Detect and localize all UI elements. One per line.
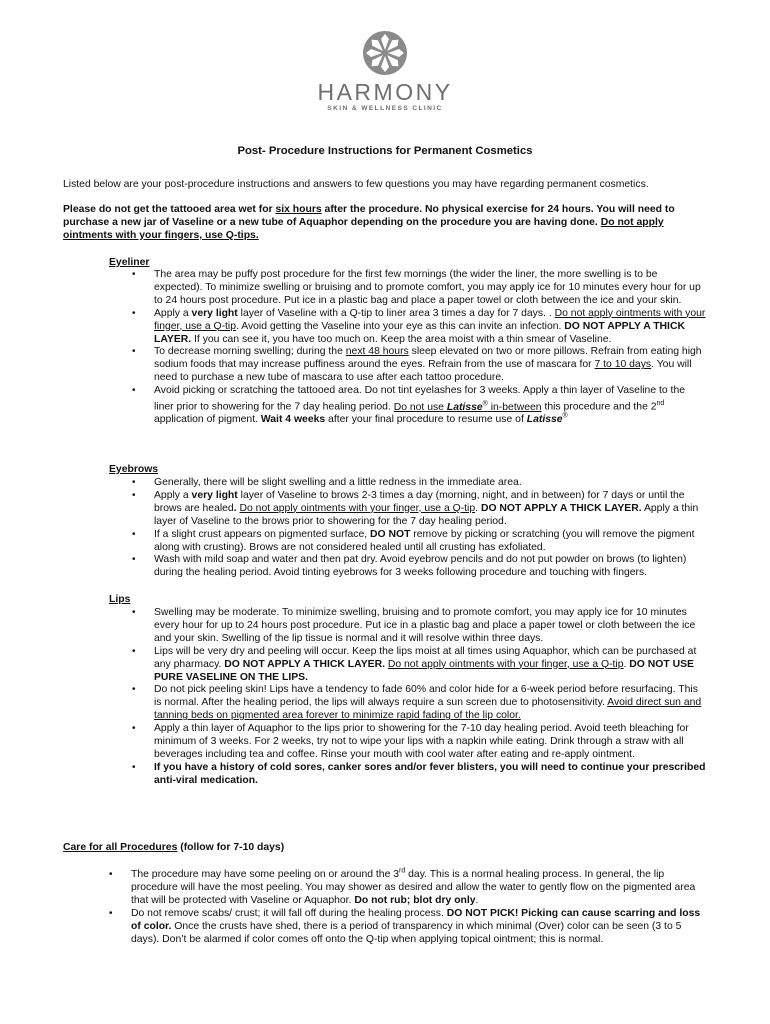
item-text: Once the crusts have shed, there is a period of transparency in which minimal (Over) color can be seen (3 to 5 days). Don’t be alarmed if color comes off onto the Q-tip when applying topical ointment; this is normal. — [131, 920, 682, 945]
item-text: this procedure and the 2 — [541, 401, 657, 413]
warning-six-hours: six hours — [275, 204, 322, 215]
lips-heading: Lips — [109, 594, 131, 605]
item-text: . You will need to purchase a new tube of mascara to use after each tattoo procedure. — [154, 359, 692, 384]
list-item — [131, 869, 707, 908]
item-text: The area may be puffy post procedure for the first few mornings (the wider the liner, the more swelling is to be expected). To minimize swelling or bruising and to promote comfort, you may apply ice for 10 minutes every hour for up to 24 hours post procedure. Put ice in a plastic bag and place a paper towel or cloth between the ice and your skin. — [154, 269, 701, 306]
item-text: remove by picking or scratching (you will remove the pigment along with crusting). Brows are not considered healed until all crusting has exfoliated. — [154, 528, 695, 553]
item-text: Lips will be very dry and peeling will occur. Keep the lips moist at all times using Aquaphor, which can be purchased at any pharmacy. — [154, 645, 697, 670]
list-item — [154, 490, 707, 529]
eyeliner-list — [154, 269, 707, 427]
list-item — [154, 646, 707, 685]
item-text: application of pigment. — [154, 414, 261, 426]
eyeliner-heading: Eyeliner — [109, 257, 150, 268]
item-text: Swelling may be moderate. To minimize swelling, bruising and to promote comfort, you may apply ice for 10 minutes every hour for up to 24 hours post procedure. Put ice in a plastic bag and place a paper towel or cloth between the ice and your skin. Swelling of the lip tissue is normal and it will resolve within three days. — [154, 607, 696, 644]
item-underline: Do not apply ointments with your finger, use a Q-tip — [154, 307, 706, 332]
list-item — [154, 607, 707, 646]
item-bold: DO NOT APPLY A THICK LAYER. — [224, 658, 385, 670]
item-sup: ® — [562, 412, 568, 420]
eyebrows-list — [154, 477, 707, 580]
item-bold: Latisse — [446, 401, 483, 413]
item-underline: in-between — [487, 401, 542, 413]
item-underline: next 48 hours — [345, 346, 409, 358]
item-text: layer of Vaseline to brows 2-3 times a day (morning, night, and in between) for 7 days or until the brows are healed — [154, 489, 685, 514]
item-text: after your final procedure to resume use of — [325, 414, 527, 426]
item-sup: rd — [399, 867, 406, 875]
item-underline: Do not apply ointments with your finger, use a Q-tip — [387, 658, 624, 670]
item-text: Apply a — [154, 307, 192, 319]
item-underline: 7 to 10 days — [594, 359, 652, 371]
item-text: Apply a — [154, 489, 192, 501]
item-bold: Wait 4 weeks — [260, 414, 326, 426]
warning-text: after the procedure. No physical exercise for 24 hours. You will need to purchase a new jar of Vaseline or a new tube of Aquaphor depending on the procedure you are having done. — [63, 204, 675, 228]
item-text: Apply a thin layer of Aquaphor to the lips prior to showering for the 7-10 day healing period. Avoid teeth bleaching for minimum of 3 weeks. For 2 weeks, try not to wipe your lips with a napkin while eating. Drink through a straw with all beverages including tea and coffee. Rinse your mouth with cool water after eating and re-apply ointment. — [154, 723, 689, 760]
item-text: day. This is a normal healing process. In general, the lip procedure will have the most peeling. You may shower as desired and allow the water to gently flow on the pigmented area that will be protected with Vaseline or Aquaphor. — [131, 869, 696, 906]
item-text: Wash with mild soap and water and then pat dry. Avoid eyebrow pencils and do not put powder on brows (to lighten) during the healing period. Avoid tinting eyebrows for 3 weeks following procedure and touching with fingers. — [154, 554, 687, 579]
list-item — [154, 308, 707, 347]
item-bold: very light — [191, 307, 238, 319]
list-item — [154, 684, 707, 723]
care-heading-note: (follow for 7-10 days) — [177, 842, 285, 853]
item-text: . — [475, 894, 479, 906]
item-text: . Avoid getting the Vaseline into your eye as this can invite an infection. — [236, 320, 565, 332]
list-item — [154, 385, 707, 427]
item-underline: Do not use — [393, 401, 447, 413]
item-bold: DO NOT PICK! Picking can cause scarring and loss of color. — [131, 907, 701, 932]
list-item — [154, 762, 707, 788]
warning-paragraph — [63, 204, 713, 243]
item-text: To decrease morning swelling; during the — [154, 346, 346, 358]
item-text: layer of Vaseline with a Q-tip to liner area 3 times a day for 7 days. . — [237, 307, 555, 319]
item-text: . — [475, 502, 481, 514]
list-item — [154, 529, 707, 555]
item-underline: Avoid direct sun and tanning beds on pigmented area forever to minimize rapid fading of the lip color. — [154, 697, 702, 722]
item-bold: Do not rub; blot dry only — [354, 894, 476, 906]
logo-tagline: SKIN & WELLNESS CLINIC — [327, 105, 443, 112]
page-title: Post- Procedure Instructions for Permanent Cosmetics — [237, 145, 533, 157]
list-item — [154, 554, 707, 580]
item-text: Avoid picking or scratching the tattooed area. Do not tint eyelashes for 3 weeks. Apply a thin layer of Vaseline to the liner prior to showering for the 7 day healing period. — [154, 385, 686, 413]
item-text: Apply a thin layer of Vaseline to the brows prior to showering for the 7 day healing period. — [154, 502, 699, 527]
care-list — [131, 869, 707, 946]
list-item — [154, 346, 707, 385]
eyebrows-heading: Eyebrows — [109, 464, 159, 475]
warning-text: Please do not get the tattooed area wet for — [63, 204, 276, 215]
latisse-warning — [394, 402, 542, 413]
item-bold: . — [233, 502, 240, 514]
item-bold: Latisse — [526, 414, 563, 426]
list-item — [154, 723, 707, 762]
item-text: Do not pick peeling skin! Lips have a tendency to fade 60% and color hide for a 6-week period before resurfacing. This is normal. After the healing period, the lips will always require a sun screen due to photosensitivity. — [154, 684, 698, 709]
list-item — [154, 477, 707, 490]
item-text: . — [623, 658, 630, 670]
item-text: sleep elevated on two or more pillows. Refrain from eating high sodium foods that may increase puffiness around the eyes. Refrain from the use of mascara for — [154, 346, 702, 371]
logo-name: HARMONY — [317, 79, 453, 105]
care-heading — [63, 842, 284, 855]
warning-ointment: Do not apply ointments with your fingers, use Q-tips. — [63, 216, 664, 241]
item-bold: DO NOT APPLY A THICK LAYER. — [480, 502, 642, 514]
item-text: The procedure may have some peeling on or around the 3 — [131, 869, 400, 880]
item-bold: DO NOT APPLY A THICK LAYER. — [154, 320, 685, 345]
item-sup: ® — [482, 400, 488, 408]
list-item — [154, 269, 707, 308]
item-text: Generally, there will be slight swelling and a little redness in the immediate area. — [154, 477, 522, 488]
lips-list — [154, 607, 707, 788]
care-heading-title: Care for all Procedures — [63, 842, 178, 853]
item-text: If a slight crust appears on pigmented surface, — [154, 528, 371, 540]
item-bold: DO NOT USE PURE VASELINE ON THE LIPS. — [154, 658, 694, 683]
intro-text: Listed below are your post-procedure instructions and answers to few questions you may have regarding permanent cosmetics. — [63, 179, 649, 190]
list-item — [131, 908, 707, 947]
item-text: Do not remove scabs/ crust; it will fall off during the healing process. — [131, 907, 447, 919]
flower-logo-icon — [362, 30, 408, 76]
item-bold: DO NOT — [370, 528, 411, 540]
item-bold: very light — [191, 489, 238, 501]
item-bold: If you have a history of cold sores, canker sores and/or fever blisters, you will need to continue your prescribed anti-viral medication. — [154, 761, 706, 786]
item-underline: Do not apply ointments with your finger, use a Q-tip — [239, 502, 476, 514]
clinic-logo — [0, 30, 770, 113]
item-sup: nd — [656, 400, 665, 408]
item-text: If you can see it, you have too much on. Keep the area moist with a thin smear of Vaseline. — [191, 333, 612, 345]
